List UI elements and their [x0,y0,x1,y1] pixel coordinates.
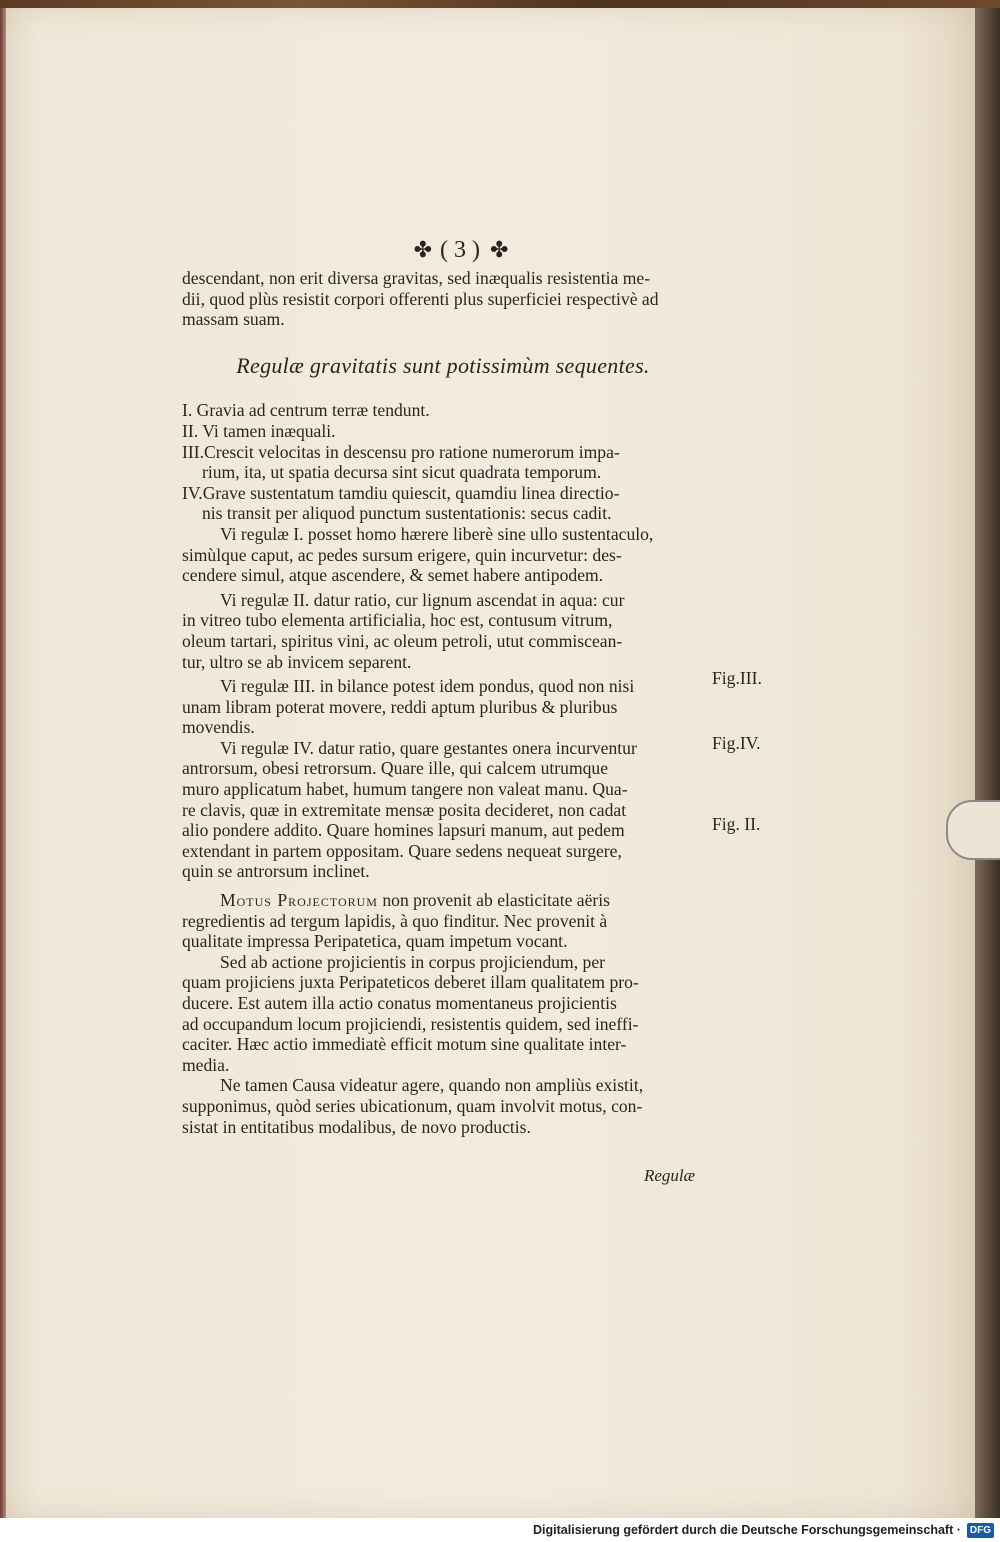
page-number: ( 3 ) [440,236,480,263]
margin-note-fig-2: Fig. II. [712,814,761,834]
page-edge-shadow [975,8,1000,1518]
text-line: Vi regulæ I. posset homo hærere liberè sine ullo sustentaculo, [220,523,654,544]
rule-item: rium, ita, ut spatia decursa sint sicut quadrata temporum. [202,462,602,483]
paragraph-actio [182,952,704,1076]
section-heading: Regulæ gravitatis sunt potissimùm sequentes. [236,352,650,378]
text-line: cendere simul, atque ascendere, & semet habere antipodem. [182,565,604,586]
text-line: Vi regulæ III. in bilance potest idem pondus, quod non nisi [220,676,635,697]
paragraph-motus-projectorum [182,890,704,952]
text-fragment: non provenit ab elasticitate aëris [377,890,611,911]
text-line: dii, quod plùs resistit corpori offerenti plus superficiei respectivè ad [182,288,659,309]
text-line: descendant, non erit diversa gravitas, sed inæqualis resistentia me- [182,268,651,288]
right-ornament-icon: ✤ [489,237,507,262]
margin-note-fig-4: Fig.IV. [712,733,761,753]
text-line: supponimus, quòd series ubicationum, quam involvit motus, con- [182,1095,643,1116]
left-ornament-icon: ✤ [413,237,430,262]
text-line: simùlque caput, ac pedes sursum erigere, quin incurvetur: des- [182,544,622,565]
rules-list [182,400,704,524]
digitization-footer [0,1518,1000,1542]
text-line: Sed ab actione projicientis in corpus projiciendum, per [220,951,606,972]
text-line: ad occupandum locum projiciendi, resistentis quidem, sed ineffi- [182,1013,639,1034]
text-line: Vi regulæ IV. datur ratio, quare gestantes onera incurventur [220,737,637,758]
page-spine-edge [0,8,6,1518]
text-line: re clavis, quæ in extremitate mensæ posita decideret, non cadat [182,799,627,820]
rule-item: I. Gravia ad centrum terræ tendunt. [182,400,430,421]
text-line: alio pondere addito. Quare homines lapsuri manum, aut pedem [182,820,625,841]
paragraph-regula-1 [182,524,704,586]
text-line: massam suam. [182,309,285,330]
footer-credit: Digitalisierung gefördert durch die Deutsche Forschungsgemeinschaft · [533,1523,961,1537]
text-line: quin se antrorsum inclinet. [182,861,370,882]
text-line: ducere. Est autem illa actio conatus momentaneus projicientis [182,993,617,1013]
text-line: antrorsum, obesi retrorsum. Quare ille, qui calcem utrumque [182,758,609,779]
text-line: unam libram poterat movere, reddi aptum pluribus & pluribus [182,696,618,717]
main-text [182,268,704,1137]
text-line: qualitate impressa Peripatetica, quam impetum vocant. [182,931,568,952]
paragraph-causa [182,1075,704,1137]
rule-item: IV.Grave sustentatum tamdiu quiescit, quamdiu linea directio- [182,482,620,503]
text-line: Vi regulæ II. datur ratio, cur lignum ascendat in aqua: cur [220,589,625,610]
text-line: regredientis ad tergum lapidis, à quo finditur. Nec provenit à [182,910,608,931]
text-line: Ne tamen Causa videatur agere, quando non ampliùs existit, [220,1075,644,1096]
text-line: muro applicatum habet, humum tangere non valeat manu. Qua- [182,779,628,800]
rule-item: nis transit per aliquod punctum sustentationis: secus cadit. [202,503,612,524]
text-line: oleum tartari, spiritus vini, ac oleum petroli, utut commiscean- [182,630,623,651]
catchword: Regulæ [644,1166,695,1185]
paragraph-regula-4 [182,738,704,882]
text-line: extendant in partem oppositam. Quare sedens nequeat surgere, [182,840,622,861]
text-line [182,890,704,911]
dfg-logo-icon: DFG [967,1523,994,1538]
text-line: media. [182,1054,230,1075]
paragraph-regula-2 [182,590,704,672]
smallcaps-term: Motus Projectorum [220,890,378,911]
margin-note-fig-3: Fig.III. [712,668,762,688]
paragraph-regula-3 [182,676,704,738]
text-line: in vitreo tubo elementa artificialia, hoc est, contusum vitrum, [182,610,613,631]
page-tab-marker [946,800,1000,860]
rule-item: II. Vi tamen inæquali. [182,420,336,441]
intro-paragraph [182,268,704,330]
text-line: tur, ultro se ab invicem separent. [182,651,412,672]
text-line: movendis. [182,717,255,738]
text-line: caciter. Hæc actio immediatè efficit motum sine qualitate inter- [182,1034,627,1055]
page-header [360,232,560,268]
text-line: quam projiciens juxta Peripateticos deberet illam qualitatem pro- [182,972,639,993]
text-line: sistat in entitatibus modalibus, de novo productis. [182,1116,531,1137]
rule-item: III.Crescit velocitas in descensu pro ratione numerorum impa- [182,441,620,462]
